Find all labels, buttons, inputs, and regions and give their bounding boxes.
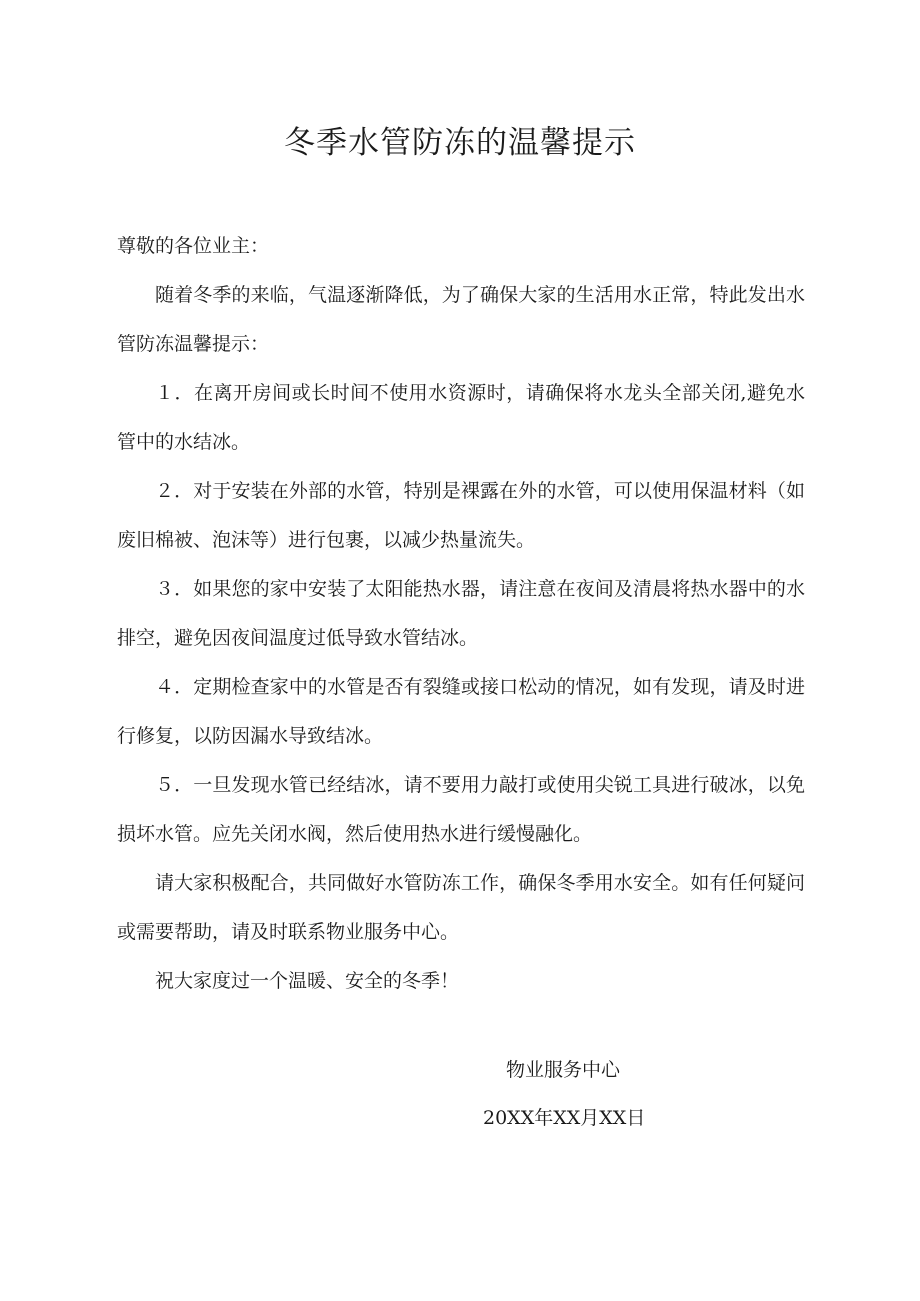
tip-item-1: １．在离开房间或长时间不使用水资源时，请确保将水龙头全部关闭,避免水管中的水结冰。 [117,382,805,453]
notice-body [117,222,805,1006]
tip-item-3: ３．如果您的家中安装了太阳能热水器，请注意在夜间及清晨将热水器中的水排空，避免因夜间温度过低导致水管结冰。 [117,578,805,649]
tip-item-5: ５．一旦发现水管已经结冰，请不要用力敲打或使用尖锐工具进行破冰，以免损坏水管。应先关闭水阀，然后使用热水进行缓慢融化。 [117,774,805,845]
intro-paragraph: 随着冬季的来临，气温逐渐降低，为了确保大家的生活用水正常，特此发出水管防冻温馨提示： [117,284,805,355]
signature-date: 20XX年XX月XX日 [483,1107,646,1129]
tip-item-4: ４．定期检查家中的水管是否有裂缝或接口松动的情况，如有发现，请及时进行修复，以防因漏水导致结冰。 [117,676,805,747]
salutation: 尊敬的各位业主： [117,235,270,257]
closing-paragraph: 请大家积极配合，共同做好水管防冻工作，确保冬季用水安全。如有任何疑问或需要帮助，请及时联系物业服务中心。 [117,872,805,943]
signature-organization: 物业服务中心 [506,1059,621,1081]
tip-item-2: ２．对于安装在外部的水管，特别是裸露在外的水管，可以使用保温材料（如废旧棉被、泡沫等）进行包裹，以减少热量流失。 [117,480,805,551]
wishes-line: 祝大家度过一个温暖、安全的冬季！ [155,970,460,992]
document-title: 冬季水管防冻的温馨提示 [284,125,636,161]
